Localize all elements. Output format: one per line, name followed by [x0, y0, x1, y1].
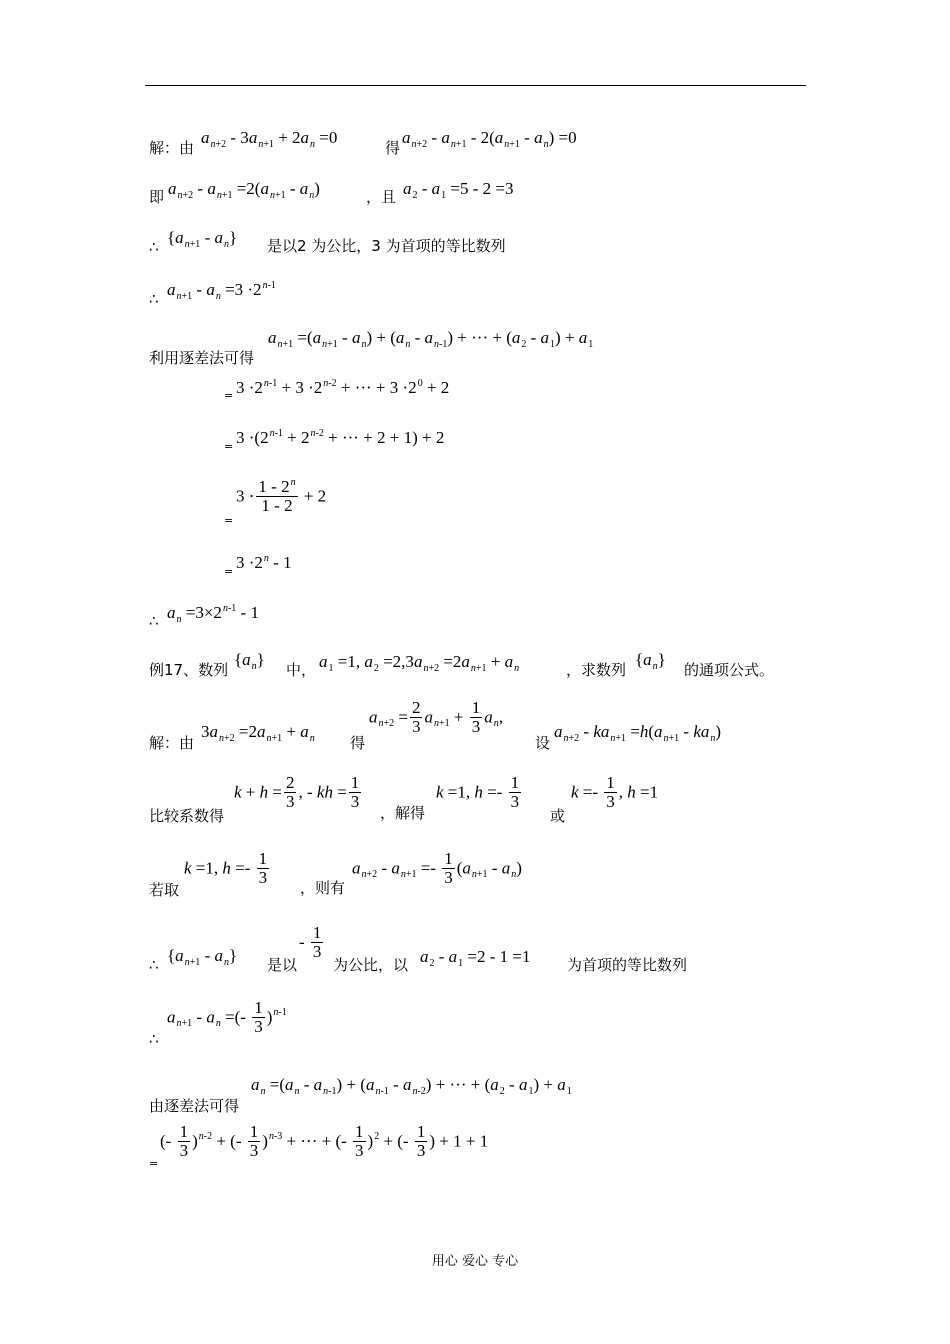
text-general-term: 的通项公式。: [684, 661, 775, 679]
text-zhong: 中，: [286, 661, 317, 679]
formula-ex17-normalized: $a_{n+2}$ = $\frac{2}{3}$ $a_{n+1}$ + $\frac{1}{3}$ $a_n$,: [369, 698, 503, 736]
text-ratio-label: 为公比，以: [333, 956, 409, 974]
text-de-2: 得: [350, 734, 366, 752]
text-take: 若取: [149, 881, 180, 899]
formula-sum-terms: $3 \cdot 2^{n-1} + 3 \cdot 2^{n-2}$ + ··· + $3 \cdot 2^0 + 2$: [236, 378, 450, 397]
formula-ex17-telescoping: $a_n =(a_n - a_{n-1}) + (a_{n-1} - a_{n-2})$ + ··· + $(a_2 - a_1) + a_1$: [251, 1075, 572, 1097]
text-geometric-2-3: 是以2 为公比，3 为首项的等比数列: [267, 237, 506, 255]
formula-solution-2: k =- $\frac{1}{3}$ , h =1: [571, 773, 659, 811]
formula-recurrence: $a_{n+2} - 3a_{n+1} + 2a_n =0$: [201, 128, 338, 150]
text-compare-coeff: 比较系数得: [149, 807, 225, 825]
text-example-17: 例17、数列: [149, 661, 229, 679]
text-jie-you: 解：由: [149, 139, 195, 157]
therefore-symbol: ∴: [149, 238, 159, 256]
formula-factored: $3 \cdot(2^{n-1} + 2^{n-2}$ + ··· + 2 + 1) + 2: [236, 428, 445, 447]
text-then: ，则有: [300, 879, 346, 897]
formula-ansatz: $a_{n+2} - ka_{n+1} =h(a_{n+1} - ka_n)$: [554, 722, 722, 744]
text-shi-yi: 是以: [267, 956, 298, 974]
formula-sequence-set: $\{a_{n+1} - a_n\}$: [167, 228, 238, 250]
text-she: 设: [535, 734, 551, 752]
formula-ex17-diff-closed: $a_{n+1} - a_n$ =(- $\frac{1}{3}$ )$^{n-1}$: [167, 998, 287, 1036]
formula-solution-1: k =1, h =- $\frac{1}{3}$: [436, 773, 520, 811]
formula-seq-an: $\{a_n\}$: [234, 650, 265, 672]
formula-ex17-initial: $a_2 - a_1 =2 - 1 =1$: [420, 947, 531, 969]
text-ji: 即: [149, 188, 165, 206]
formula-ex17-sum: (- $\frac{1}{3}$ )$^{n-2}$ + (- $\frac{1}{3}$ )$^{n-3}$ + ··· + (- $\frac{1}{3}$ )$^2$ + (- $\frac{1}{3}$ ) + 1 + 1: [160, 1122, 489, 1160]
formula-ex17-seq-set: $\{a_{n+1} - a_n\}$: [167, 946, 238, 968]
text-telescoping-method-2: 由逐差法可得: [149, 1097, 240, 1115]
text-telescoping-method: 利用逐差法可得: [149, 349, 255, 367]
header-rule: [145, 85, 806, 86]
formula-ratio: - $\frac{1}{3}$: [299, 923, 322, 961]
formula-rearranged: $a_{n+2} - a_{n+1} - 2(a_{n+1} - a_n) =0$: [402, 128, 577, 150]
therefore-symbol: ∴: [149, 1030, 159, 1048]
formula-result-an: $a_n =3\times 2^{n-1} - 1$: [167, 603, 259, 625]
formula-take-solution: k =1, h =- $\frac{1}{3}$: [184, 849, 268, 887]
formula-telescoping: $a_{n+1} =(a_{n+1} - a_n) + (a_n - a_{n-1})$ + ··· + $(a_2 - a_1) + a_1$: [268, 328, 594, 350]
therefore-symbol: ∴: [149, 290, 159, 308]
equals-sign: =: [224, 514, 234, 527]
therefore-symbol: ∴: [149, 612, 159, 630]
formula-coeff-system: k + h = $\frac{2}{3}$ , - kh = $\frac{1}{3}$: [234, 773, 360, 811]
page-footer: 用心 爱心 专心: [431, 1254, 519, 1269]
formula-ex17-conditions: $a_1 =1$, $a_2 =2,3a_{n+2} =2a_{n+1} + a_n$: [319, 652, 520, 674]
text-first-term: 为首项的等比数列: [567, 956, 688, 974]
text-jie-you-2: 解：由: [149, 734, 195, 752]
formula-initial-diff: $a_2 - a_1 =5 - 2 =3$: [403, 179, 514, 201]
formula-ex17-recurrence: $3a_{n+2} =2a_{n+1} + a_n$: [201, 722, 315, 744]
formula-seq-an-2: $\{a_n\}$: [635, 650, 666, 672]
formula-simplified: $3 \cdot 2^n - 1$: [236, 553, 292, 572]
equals-sign: =: [149, 1157, 159, 1170]
text-de: 得: [385, 139, 401, 157]
therefore-symbol: ∴: [149, 956, 159, 974]
text-or: 或: [550, 807, 566, 825]
text-solve: ，解得: [380, 804, 426, 822]
equals-sign: =: [224, 440, 234, 453]
formula-difference: $a_{n+2} - a_{n+1} =2(a_{n+1} - a_n)$: [168, 179, 320, 201]
formula-diff-closed: $a_{n+1} - a_n =3 \cdot 2^{n-1}$: [167, 280, 276, 302]
text-qie: ，且: [366, 188, 397, 206]
equals-sign: =: [224, 565, 234, 578]
text-qiu-shulie: ，求数列: [566, 661, 627, 679]
formula-geometric-sum: 3 · $\frac{1 - 2^n}{1 - 2}$ + 2: [236, 477, 327, 515]
equals-sign: =: [224, 389, 234, 402]
formula-ex17-difference: $a_{n+2} - a_{n+1}$ =- $\frac{1}{3}$ $(a_{n+1} - a_n)$: [352, 849, 522, 887]
